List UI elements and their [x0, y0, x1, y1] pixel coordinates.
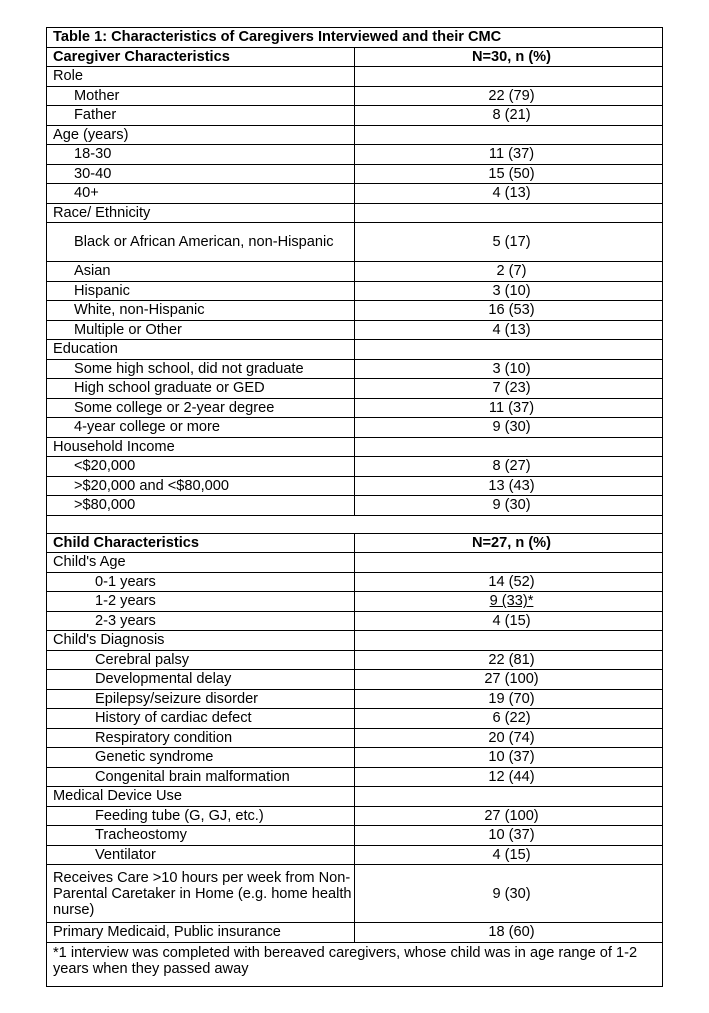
- characteristics-table: [46, 27, 663, 987]
- row-label: Feeding tube (G, GJ, etc.): [47, 806, 355, 826]
- row-label: Tracheostomy: [47, 826, 355, 846]
- row-value: 12 (44): [355, 767, 663, 787]
- table-row: [47, 611, 663, 631]
- row-value: 16 (53): [355, 301, 663, 321]
- section-row: [47, 203, 663, 223]
- section-label-role: Role: [47, 67, 355, 87]
- section-label-child-age: Child's Age: [47, 553, 355, 573]
- table-row: [47, 650, 663, 670]
- row-label: 18-30: [47, 145, 355, 165]
- row-value: 20 (74): [355, 728, 663, 748]
- row-value: 10 (37): [355, 748, 663, 768]
- table-row: [47, 398, 663, 418]
- table-row: [47, 496, 663, 516]
- row-value: 10 (37): [355, 826, 663, 846]
- section-label-age: Age (years): [47, 125, 355, 145]
- table-row: [47, 106, 663, 126]
- section-label-race: Race/ Ethnicity: [47, 203, 355, 223]
- row-value: 22 (79): [355, 86, 663, 106]
- row-label: Genetic syndrome: [47, 748, 355, 768]
- row-value: 7 (23): [355, 379, 663, 399]
- row-value: 14 (52): [355, 572, 663, 592]
- row-label: Some high school, did not graduate: [47, 359, 355, 379]
- row-label: Asian: [47, 262, 355, 282]
- row-label: Congenital brain malformation: [47, 767, 355, 787]
- row-label: Developmental delay: [47, 670, 355, 690]
- row-label: 2-3 years: [47, 611, 355, 631]
- table-row: [47, 145, 663, 165]
- row-label: Receives Care >10 hours per week from Non-Parental Caretaker in Home (e.g. home health nurse): [47, 865, 355, 923]
- row-label: White, non-Hispanic: [47, 301, 355, 321]
- footnote-row: [47, 942, 663, 986]
- section-row: [47, 553, 663, 573]
- row-value: 6 (22): [355, 709, 663, 729]
- table-row: [47, 476, 663, 496]
- row-value: 9 (30): [355, 865, 663, 923]
- section-row: [47, 67, 663, 87]
- table-row: [47, 86, 663, 106]
- row-value: 4 (15): [355, 845, 663, 865]
- section-row: [47, 125, 663, 145]
- child-header-row: [47, 533, 663, 553]
- table-row: [47, 320, 663, 340]
- table-row: [47, 709, 663, 729]
- table-row: [47, 689, 663, 709]
- row-value: 18 (60): [355, 923, 663, 943]
- row-label: Hispanic: [47, 281, 355, 301]
- section-row: [47, 631, 663, 651]
- table-row: [47, 379, 663, 399]
- row-value: 8 (27): [355, 457, 663, 477]
- row-value: 5 (17): [355, 223, 663, 262]
- table-row: [47, 223, 663, 262]
- table-title: Table 1: Characteristics of Caregivers Interviewed and their CMC: [47, 28, 663, 48]
- row-label: >$20,000 and <$80,000: [47, 476, 355, 496]
- row-label: Epilepsy/seizure disorder: [47, 689, 355, 709]
- footnote: *1 interview was completed with bereaved caregivers, whose child was in age range of 1-2 years when they passed away: [47, 942, 663, 986]
- table-row: [47, 923, 663, 943]
- row-label: 1-2 years: [47, 592, 355, 612]
- table-row: [47, 301, 663, 321]
- row-label: Black or African American, non-Hispanic: [47, 223, 355, 262]
- section-label-income: Household Income: [47, 437, 355, 457]
- child-header-value: N=27, n (%): [355, 533, 663, 553]
- row-label: 0-1 years: [47, 572, 355, 592]
- table-row: [47, 728, 663, 748]
- row-value: 15 (50): [355, 164, 663, 184]
- row-value: 9 (30): [355, 418, 663, 438]
- table-title-row: [47, 28, 663, 48]
- row-value: 13 (43): [355, 476, 663, 496]
- row-label: 40+: [47, 184, 355, 204]
- row-label: Some college or 2-year degree: [47, 398, 355, 418]
- section-label-diagnosis: Child's Diagnosis: [47, 631, 355, 651]
- table-row: [47, 572, 663, 592]
- table-row: [47, 767, 663, 787]
- row-value: 11 (37): [355, 398, 663, 418]
- table-row: [47, 418, 663, 438]
- table-row: [47, 748, 663, 768]
- table-row: [47, 592, 663, 612]
- row-value: 9 (30): [355, 496, 663, 516]
- row-value: 4 (13): [355, 184, 663, 204]
- section-row: [47, 340, 663, 360]
- section-label-education: Education: [47, 340, 355, 360]
- child-header-label: Child Characteristics: [47, 533, 355, 553]
- row-label: History of cardiac defect: [47, 709, 355, 729]
- row-label: Primary Medicaid, Public insurance: [47, 923, 355, 943]
- row-label: Ventilator: [47, 845, 355, 865]
- row-label: 30-40: [47, 164, 355, 184]
- spacer-row: [47, 515, 663, 533]
- caregiver-header-label: Caregiver Characteristics: [47, 47, 355, 67]
- row-label: Multiple or Other: [47, 320, 355, 340]
- table-row: [47, 281, 663, 301]
- table-row: [47, 670, 663, 690]
- row-label: Respiratory condition: [47, 728, 355, 748]
- section-row: [47, 437, 663, 457]
- row-label: High school graduate or GED: [47, 379, 355, 399]
- row-value: 22 (81): [355, 650, 663, 670]
- row-value: 3 (10): [355, 281, 663, 301]
- row-label: Father: [47, 106, 355, 126]
- row-label: >$80,000: [47, 496, 355, 516]
- row-value: 27 (100): [355, 670, 663, 690]
- row-value: 4 (13): [355, 320, 663, 340]
- row-value: 4 (15): [355, 611, 663, 631]
- table-row: [47, 845, 663, 865]
- table-row: [47, 457, 663, 477]
- table-row: [47, 865, 663, 923]
- row-value: 19 (70): [355, 689, 663, 709]
- row-label: <$20,000: [47, 457, 355, 477]
- table-row: [47, 184, 663, 204]
- section-row: [47, 787, 663, 807]
- table-row: [47, 806, 663, 826]
- row-value: 3 (10): [355, 359, 663, 379]
- caregiver-header-value: N=30, n (%): [355, 47, 663, 67]
- table-row: [47, 164, 663, 184]
- row-label: Cerebral palsy: [47, 650, 355, 670]
- row-value: 8 (21): [355, 106, 663, 126]
- row-value: 11 (37): [355, 145, 663, 165]
- row-value: 2 (7): [355, 262, 663, 282]
- table-row: [47, 359, 663, 379]
- row-label: Mother: [47, 86, 355, 106]
- table-row: [47, 826, 663, 846]
- section-label-device: Medical Device Use: [47, 787, 355, 807]
- row-value: 27 (100): [355, 806, 663, 826]
- caregiver-header-row: [47, 47, 663, 67]
- row-label: 4-year college or more: [47, 418, 355, 438]
- table-row: [47, 262, 663, 282]
- footnote-ref-value[interactable]: 9 (33)*: [489, 593, 534, 610]
